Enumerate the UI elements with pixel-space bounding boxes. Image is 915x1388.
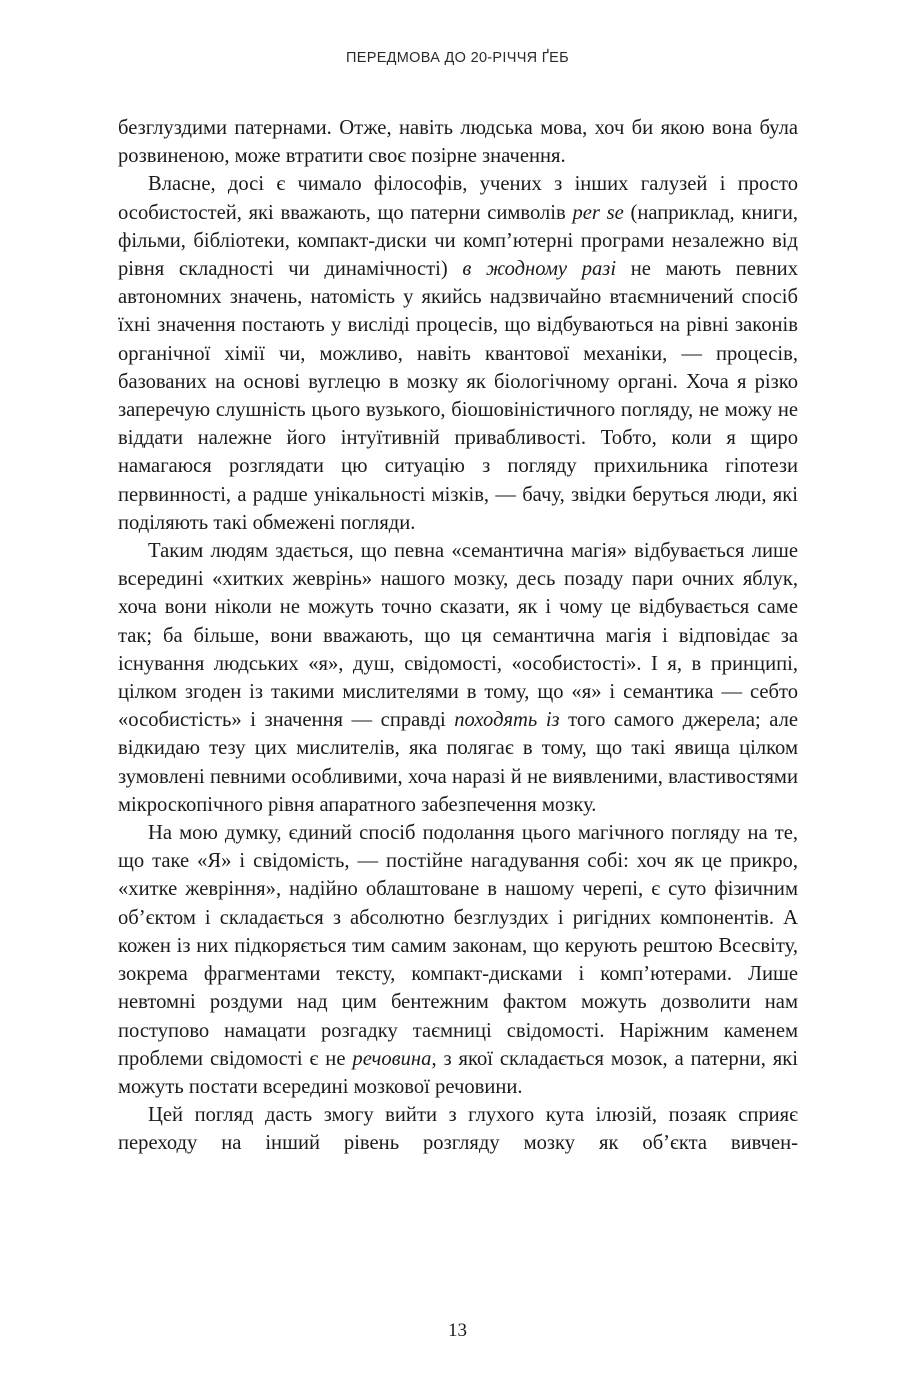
- paragraph-2-part-b: (наприклад, книги, фільми, бібліотеки, компакт-диски чи комп’ютерні програми незалежно від рівня складності чи динамічності): [118, 201, 798, 281]
- body-text: [118, 114, 798, 1158]
- italic-per-se: per se: [572, 201, 624, 224]
- paragraph-4: [118, 819, 798, 1101]
- italic-pokhodiat-iz: походять із: [454, 709, 560, 732]
- paragraph-4-part-b: , з якої складається мозок, а патерни, які можуть постати всередині мозкової речовини.: [118, 1047, 798, 1098]
- paragraph-2-part-a: Власне, досі є чимало філософів, учених з інших галузей і просто особистостей, які вважають, що патерни символів: [118, 173, 798, 224]
- paragraph-1: безглуздими патернами. Отже, навіть людська мова, хоч би якою вона була розвиненою, може втратити своє позірне значення.: [118, 117, 798, 168]
- italic-v-zhodnomu-razi: в жодному разі: [462, 258, 617, 281]
- page-number: 13: [448, 1320, 467, 1341]
- paragraph-4-part-a: На мою думку, єдиний спосіб подолання цього магічного погляду на те, що таке «Я» і свідомість, — постійне нагадування собі: хоч як це прикро, «хитке жевріння», надійно облаштоване в нашому черепі, є суто фізичним об’єктом і складається з абсолютно безглуздих і ригідних компонентів. А кожен із них підкоряється тим самим законам, що керують рештою Всесвіту, зокрема фрагментами тексту, компакт-дисками і комп’ютерами. Лише невтомні роздуми над цим бентежним фактом можуть дозволити нам поступово намацати розгадку таємниці свідомості. Наріжним каменем проблеми свідомості є не: [118, 822, 798, 1070]
- paragraph-3-part-b: того самого джерела; але відкидаю тезу цих мислителів, яка полягає в тому, що такі явища цілком зумовлені певними особливими, хоча наразі й не виявленими, властивостями мікроскопічного рівня апаратного забезпечення мозку.: [118, 709, 798, 816]
- paragraph-2-part-c: не мають певних автономних значень, натомість у якийсь надзвичайно втаємничений спосіб їхні значення постають у висліді процесів, що відбуваються на рівні законів органічної хімії чи, можливо, навіть квантової механіки, — процесів, базованих на основі вуглецю в мозку як біологічному органі. Хоча я різко заперечую слушність цього вузького, біошовіністичного погляду, не можу не віддати належне його інтуїтивній привабливості. Тобто, коли я щиро намагаюся розглядати цю ситуацію з погляду прихильника гіпотези первинності, а радше унікальності мізків, — бачу, звідки беруться люди, які поділяють такі обмежені погляди.: [118, 258, 799, 534]
- running-head: ПЕРЕДМОВА ДО 20-РІЧЧЯ ҐЕБ: [346, 50, 569, 66]
- paragraph-5: Цей погляд дасть змогу вийти з глухого кута ілюзій, позаяк сприяє переходу на інший рівень розгляду мозку як об’єкта вивчен-: [118, 1104, 798, 1155]
- italic-rechovyna: речовина: [352, 1047, 432, 1070]
- paragraph-3: [118, 537, 798, 819]
- paragraph-2: [118, 170, 798, 537]
- paragraph-3-part-a: Таким людям здається, що певна «семантична магія» відбувається лише всередині «хитких жеврінь» нашого мозку, десь позаду пари очних яблук, хоча вони ніколи не можуть точно сказати, як і чому це відбувається саме так; ба більше, вони вважають, що ця семантична магія і відповідає за існування людських «я», душ, свідомості, «особистості». І я, в принципі, цілком згоден із такими мислителями в тому, що «я» і семантика — себто «особистість» і значення — справді: [118, 540, 798, 732]
